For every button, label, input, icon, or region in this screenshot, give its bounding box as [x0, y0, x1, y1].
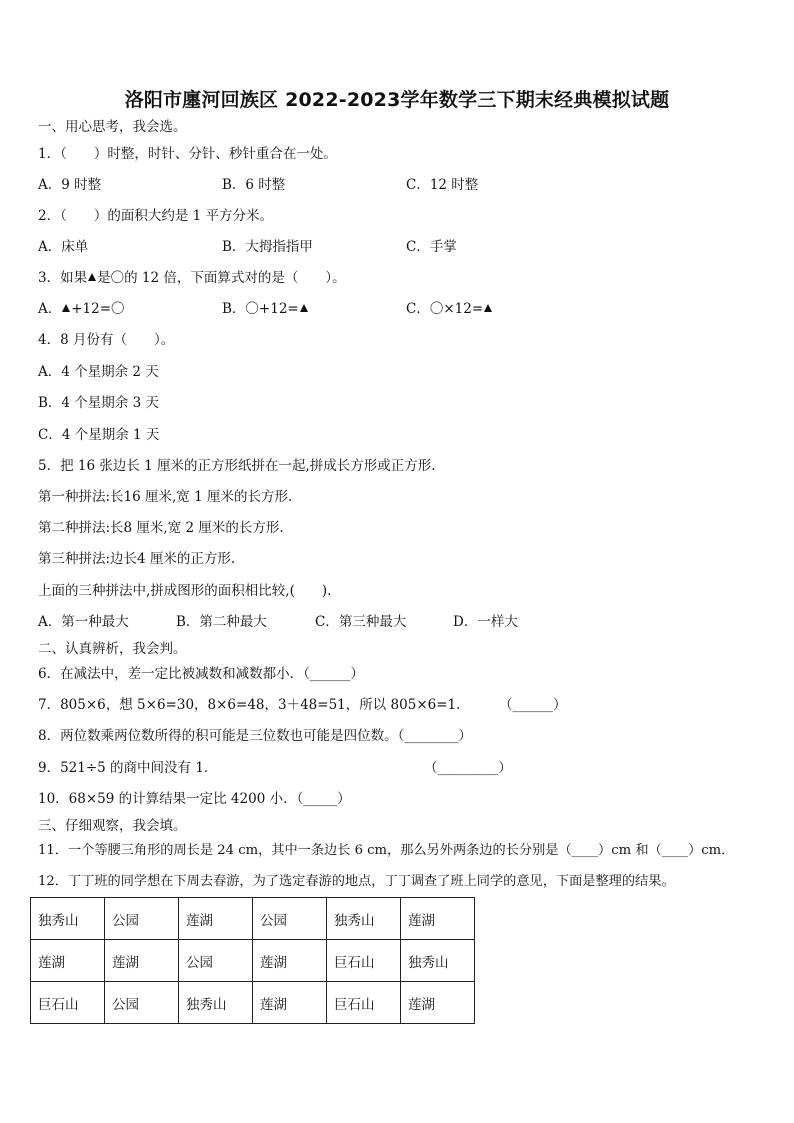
question-6: 6．在减法中，差一定比被减数和减数都小．（______） [38, 666, 364, 682]
table-cell: 独秀山 [31, 898, 105, 940]
question-3 [38, 269, 346, 287]
question-9: 9．521÷5 的商中间没有 1． [38, 760, 218, 776]
question-2: 2．（ ）的面积大约是 1 平方分米。 [38, 208, 274, 224]
survey-table [30, 897, 475, 1024]
question-5: 5．把 16 张边长 1 厘米的正方形纸拼在一起,拼成长方形或正方形. [38, 458, 436, 474]
question-1: 1．（ ）时整，时针、分针、秒针重合在一处。 [38, 146, 337, 162]
q3-option-a-label: A． [38, 301, 62, 317]
q5-line-1: 第一种拼法:长16 厘米,宽 1 厘米的长方形. [38, 489, 293, 505]
q5-option-d: D．一样大 [453, 614, 518, 630]
triangle-icon [62, 304, 70, 312]
question-10: 10．68×59 的计算结果一定比 4200 小．（_____） [38, 791, 351, 807]
table-cell: 莲湖 [253, 982, 327, 1024]
q5-line-4: 上面的三种拼法中,拼成图形的面积相比较,( ). [38, 583, 332, 599]
table-row [31, 940, 475, 982]
q1-option-a: A．9 时整 [38, 177, 102, 193]
question-4: 4．8 月份有（ ）。 [38, 332, 175, 348]
q5-option-b: B．第二种最大 [176, 614, 267, 630]
q3-option-b-text: B．〇+12= [222, 301, 299, 317]
question-11: 11．一个等腰三角形的周长是 24 cm，其中一条边长 6 cm，那么另外两条边的长分别是（____）cm 和（____）cm． [38, 843, 735, 858]
q4-option-c: C．4 个星期余 1 天 [38, 427, 160, 443]
q5-option-c: C．第三种最大 [315, 614, 407, 630]
page-title: 洛阳市廛河回族区 2022-2023学年数学三下期末经典模拟试题 [124, 89, 670, 111]
table-row [31, 898, 475, 940]
q7-answer-blank: （______） [499, 697, 567, 713]
q1-option-b: B．6 时整 [222, 177, 286, 193]
table-row [31, 982, 475, 1024]
question-7: 7．805×6，想 5×6=30，8×6=48，3＋48=51，所以 805×6=1． [38, 697, 470, 713]
q2-option-a: A．床单 [38, 239, 89, 255]
table-cell: 莲湖 [401, 982, 475, 1024]
table-cell: 公园 [253, 898, 327, 940]
q3-option-c-text: C．〇×12= [406, 301, 484, 317]
q3-text-pre: 3．如果 [38, 270, 88, 286]
question-8: 8．两位数乘两位数所得的积可能是三位数也可能是四位数。（________） [38, 728, 472, 744]
q3-text-post: 是〇的 12 倍，下面算式对的是（ ）。 [97, 270, 346, 286]
table-cell: 莲湖 [253, 940, 327, 982]
table-cell: 莲湖 [31, 940, 105, 982]
table-cell: 莲湖 [401, 898, 475, 940]
table-cell: 公园 [179, 940, 253, 982]
q2-option-c: C．手掌 [406, 239, 457, 255]
section-1-heading: 一、用心思考，我会选。 [38, 119, 187, 135]
q5-option-a: A．第一种最大 [38, 614, 129, 630]
q5-line-2: 第二种拼法:长8 厘米,宽 2 厘米的长方形. [38, 520, 284, 536]
q2-option-b: B．大拇指指甲 [222, 239, 313, 255]
q4-option-b: B．4 个星期余 3 天 [38, 395, 159, 411]
triangle-icon [88, 273, 96, 281]
table-cell: 巨石山 [327, 982, 401, 1024]
q9-answer-blank: （_________） [424, 760, 512, 776]
question-12: 12．丁丁班的同学想在下周去春游，为了选定春游的地点，丁丁调查了班上同学的意见，下面是整理的结果。 [38, 874, 675, 889]
table-cell: 巨石山 [327, 940, 401, 982]
q3-option-a [38, 300, 125, 318]
section-3-heading: 三、仔细观察，我会填。 [38, 818, 187, 834]
triangle-icon [300, 304, 308, 312]
table-cell: 莲湖 [105, 940, 179, 982]
table-cell: 莲湖 [179, 898, 253, 940]
q1-option-c: C．12 时整 [406, 177, 479, 193]
table-cell: 独秀山 [179, 982, 253, 1024]
q3-option-a-text: +12=〇 [71, 301, 125, 317]
table-cell: 公园 [105, 898, 179, 940]
q5-line-3: 第三种拼法:边长4 厘米的正方形. [38, 551, 236, 567]
table-cell: 巨石山 [31, 982, 105, 1024]
triangle-icon [484, 304, 492, 312]
section-2-heading: 二、认真辨析，我会判。 [38, 641, 187, 657]
q3-option-b [222, 300, 309, 318]
table-cell: 公园 [105, 982, 179, 1024]
table-cell: 独秀山 [327, 898, 401, 940]
q3-option-c [406, 300, 493, 318]
q4-option-a: A．4 个星期余 2 天 [38, 364, 159, 380]
table-cell: 独秀山 [401, 940, 475, 982]
